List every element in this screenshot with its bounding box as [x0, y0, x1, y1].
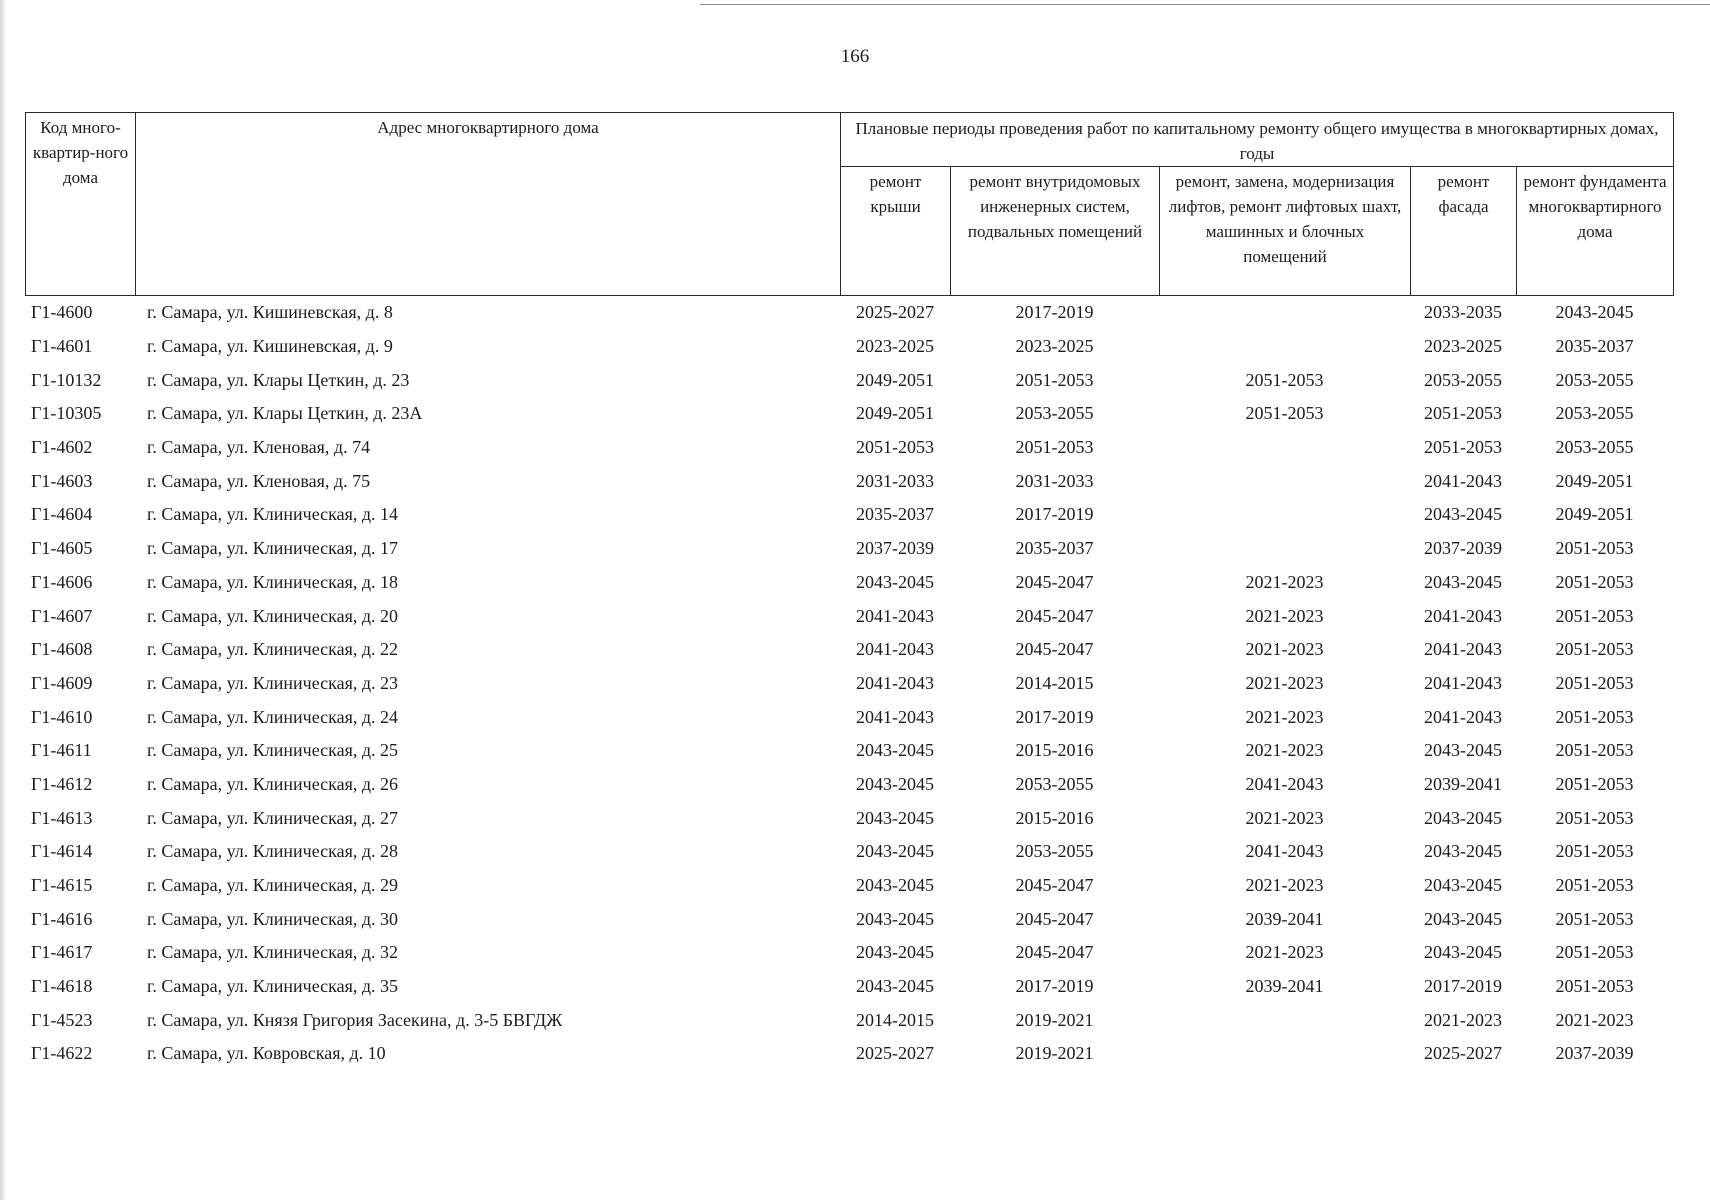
cell-facade: 2023-2025: [1424, 336, 1502, 357]
table-body: [25, 296, 1673, 1071]
cell-address: г. Самара, ул. Клары Цеткин, д. 23А: [147, 403, 423, 424]
cell-roof: 2014-2015: [856, 1009, 934, 1030]
cell-foundation: 2021-2023: [1555, 1009, 1634, 1030]
cell-facade: 2043-2045: [1424, 942, 1502, 963]
cell-elevator: 2021-2023: [1245, 571, 1324, 592]
cell-code: Г1-4618: [31, 976, 93, 997]
cell-elevator: 2039-2041: [1245, 908, 1324, 929]
cell-facade: 2021-2023: [1424, 1009, 1502, 1030]
cell-code: Г1-4622: [31, 1043, 93, 1064]
header-code: Код много-квартир-ного дома: [26, 113, 136, 296]
cell-foundation: 2051-2053: [1555, 875, 1634, 896]
cell-engineering: 2017-2019: [1015, 976, 1094, 997]
cell-roof: 2035-2037: [856, 504, 934, 525]
cell-roof: 2043-2045: [856, 841, 934, 862]
table-row: [25, 330, 1673, 364]
cell-facade: 2051-2053: [1424, 437, 1502, 458]
cell-code: Г1-4611: [31, 740, 92, 761]
cell-elevator: 2021-2023: [1245, 672, 1324, 693]
cell-facade: 2039-2041: [1424, 773, 1502, 794]
header-engineering: ремонт внутридомовых инженерных систем, подвальных помещений: [951, 167, 1160, 296]
cell-foundation: 2049-2051: [1555, 470, 1634, 491]
cell-address: г. Самара, ул. Клиническая, д. 25: [147, 740, 399, 761]
cell-code: Г1-4608: [31, 639, 93, 660]
cell-code: Г1-4605: [31, 538, 93, 559]
header-table: [25, 112, 1674, 296]
scan-edge-shadow: [0, 0, 6, 1200]
cell-foundation: 2051-2053: [1555, 908, 1634, 929]
cell-code: Г1-4612: [31, 773, 93, 794]
cell-engineering: 2031-2033: [1015, 470, 1094, 491]
cell-facade: 2043-2045: [1424, 504, 1502, 525]
table-row: [25, 801, 1673, 835]
cell-code: Г1-4610: [31, 706, 93, 727]
cell-engineering: 2053-2055: [1015, 403, 1094, 424]
cell-elevator: 2039-2041: [1245, 976, 1324, 997]
cell-code: Г1-4614: [31, 841, 93, 862]
cell-facade: 2043-2045: [1424, 740, 1502, 761]
cell-foundation: 2051-2053: [1555, 571, 1634, 592]
cell-engineering: 2014-2015: [1015, 672, 1094, 693]
cell-engineering: 2015-2016: [1015, 807, 1094, 828]
cell-address: г. Самара, ул. Клиническая, д. 18: [147, 571, 399, 592]
cell-roof: 2051-2053: [856, 437, 934, 458]
cell-facade: 2043-2045: [1424, 841, 1502, 862]
cell-elevator: 2021-2023: [1245, 605, 1324, 626]
cell-code: Г1-4613: [31, 807, 93, 828]
cell-foundation: 2053-2055: [1555, 403, 1634, 424]
cell-roof: 2049-2051: [856, 369, 934, 390]
cell-engineering: 2045-2047: [1015, 875, 1094, 896]
cell-foundation: 2051-2053: [1555, 538, 1634, 559]
cell-elevator: 2021-2023: [1245, 639, 1324, 660]
cell-roof: 2041-2043: [856, 605, 934, 626]
cell-foundation: 2051-2053: [1555, 976, 1634, 997]
cell-foundation: 2051-2053: [1555, 773, 1634, 794]
cell-facade: 2017-2019: [1424, 976, 1502, 997]
cell-elevator: 2021-2023: [1245, 807, 1324, 828]
cell-foundation: 2051-2053: [1555, 841, 1634, 862]
cell-roof: 2049-2051: [856, 403, 934, 424]
table-row: [25, 296, 1673, 330]
cell-foundation: 2035-2037: [1555, 336, 1634, 357]
cell-foundation: 2051-2053: [1555, 672, 1634, 693]
cell-address: г. Самара, ул. Клары Цеткин, д. 23: [147, 369, 410, 390]
header-address: Адрес многоквартирного дома: [136, 113, 841, 296]
cell-facade: 2041-2043: [1424, 605, 1502, 626]
cell-foundation: 2043-2045: [1555, 302, 1634, 323]
cell-foundation: 2053-2055: [1555, 369, 1634, 390]
cell-engineering: 2045-2047: [1015, 908, 1094, 929]
table-row: [25, 902, 1673, 936]
cell-facade: 2043-2045: [1424, 807, 1502, 828]
header-planned-periods: Плановые периоды проведения работ по капитальному ремонту общего имущества в многоквартирных домах, годы: [841, 113, 1674, 167]
cell-address: г. Самара, ул. Клиническая, д. 22: [147, 639, 399, 660]
cell-address: г. Самара, ул. Клиническая, д. 29: [147, 875, 399, 896]
header-elevator: ремонт, замена, модернизация лифтов, ремонт лифтовых шахт, машинных и блочных помещений: [1160, 167, 1411, 296]
table-row: [25, 700, 1673, 734]
cell-engineering: 2045-2047: [1015, 605, 1094, 626]
table-row: [25, 970, 1673, 1004]
header-facade: ремонт фасада: [1411, 167, 1517, 296]
cell-elevator: 2021-2023: [1245, 942, 1324, 963]
table-row: [25, 768, 1673, 802]
cell-address: г. Самара, ул. Клиническая, д. 23: [147, 672, 399, 693]
cell-code: Г1-4609: [31, 672, 93, 693]
cell-roof: 2041-2043: [856, 672, 934, 693]
table-row: [25, 532, 1673, 566]
top-rule-line: [700, 4, 1710, 5]
cell-address: г. Самара, ул. Ковровская, д. 10: [147, 1043, 386, 1064]
cell-roof: 2043-2045: [856, 773, 934, 794]
table-row: [25, 363, 1673, 397]
table-row: [25, 566, 1673, 600]
cell-address: г. Самара, ул. Клиническая, д. 26: [147, 773, 399, 794]
cell-code: Г1-4616: [31, 908, 93, 929]
cell-engineering: 2053-2055: [1015, 841, 1094, 862]
cell-foundation: 2051-2053: [1555, 740, 1634, 761]
cell-facade: 2041-2043: [1424, 639, 1502, 660]
cell-elevator: 2041-2043: [1245, 841, 1324, 862]
table-row: [25, 936, 1673, 970]
cell-address: г. Самара, ул. Клиническая, д. 27: [147, 807, 399, 828]
cell-engineering: 2017-2019: [1015, 706, 1094, 727]
table-row: [25, 397, 1673, 431]
table-row: [25, 431, 1673, 465]
cell-engineering: 2045-2047: [1015, 639, 1094, 660]
table-row: [25, 869, 1673, 903]
cell-foundation: 2037-2039: [1555, 1043, 1634, 1064]
cell-facade: 2053-2055: [1424, 369, 1502, 390]
cell-elevator: 2021-2023: [1245, 740, 1324, 761]
cell-code: Г1-10305: [31, 403, 102, 424]
cell-address: г. Самара, ул. Князя Григория Засекина, д. 3-5 БВГДЖ: [147, 1009, 563, 1030]
table-row: [25, 464, 1673, 498]
table-row: [25, 1037, 1673, 1071]
cell-facade: 2043-2045: [1424, 571, 1502, 592]
cell-engineering: 2019-2021: [1015, 1009, 1094, 1030]
page-number: 166: [840, 46, 870, 67]
cell-engineering: 2015-2016: [1015, 740, 1094, 761]
cell-facade: 2051-2053: [1424, 403, 1502, 424]
table-row: [25, 1003, 1673, 1037]
cell-address: г. Самара, ул. Кишиневская, д. 8: [147, 302, 393, 323]
cell-address: г. Самара, ул. Клиническая, д. 17: [147, 538, 399, 559]
cell-roof: 2031-2033: [856, 470, 934, 491]
cell-roof: 2043-2045: [856, 942, 934, 963]
cell-engineering: 2045-2047: [1015, 571, 1094, 592]
cell-code: Г1-4615: [31, 875, 93, 896]
cell-code: Г1-4617: [31, 942, 93, 963]
cell-roof: 2043-2045: [856, 875, 934, 896]
cell-facade: 2025-2027: [1424, 1043, 1502, 1064]
cell-facade: 2037-2039: [1424, 538, 1502, 559]
cell-roof: 2043-2045: [856, 807, 934, 828]
cell-code: Г1-4600: [31, 302, 93, 323]
table-row: [25, 734, 1673, 768]
table-row: [25, 599, 1673, 633]
cell-roof: 2025-2027: [856, 1043, 934, 1064]
cell-code: Г1-4523: [31, 1009, 93, 1030]
cell-foundation: 2051-2053: [1555, 639, 1634, 660]
cell-address: г. Самара, ул. Клиническая, д. 28: [147, 841, 399, 862]
cell-roof: 2043-2045: [856, 908, 934, 929]
cell-engineering: 2017-2019: [1015, 504, 1094, 525]
cell-roof: 2037-2039: [856, 538, 934, 559]
cell-foundation: 2053-2055: [1555, 437, 1634, 458]
cell-address: г. Самара, ул. Клиническая, д. 32: [147, 942, 399, 963]
cell-code: Г1-4606: [31, 571, 93, 592]
cell-address: г. Самара, ул. Клиническая, д. 20: [147, 605, 399, 626]
cell-foundation: 2051-2053: [1555, 605, 1634, 626]
cell-address: г. Самара, ул. Кленовая, д. 74: [147, 437, 371, 458]
cell-code: Г1-4604: [31, 504, 93, 525]
header-roof: ремонт крыши: [841, 167, 951, 296]
cell-roof: 2023-2025: [856, 336, 934, 357]
cell-roof: 2041-2043: [856, 706, 934, 727]
cell-elevator: 2041-2043: [1245, 773, 1324, 794]
table-row: [25, 633, 1673, 667]
cell-engineering: 2023-2025: [1015, 336, 1094, 357]
cell-roof: 2041-2043: [856, 639, 934, 660]
cell-foundation: 2051-2053: [1555, 942, 1634, 963]
cell-elevator: 2021-2023: [1245, 706, 1324, 727]
cell-facade: 2041-2043: [1424, 672, 1502, 693]
cell-elevator: 2021-2023: [1245, 875, 1324, 896]
cell-facade: 2043-2045: [1424, 875, 1502, 896]
cell-facade: 2043-2045: [1424, 908, 1502, 929]
cell-code: Г1-4607: [31, 605, 93, 626]
cell-roof: 2025-2027: [856, 302, 934, 323]
cell-engineering: 2051-2053: [1015, 437, 1094, 458]
table-header: [25, 112, 1673, 296]
cell-address: г. Самара, ул. Клиническая, д. 24: [147, 706, 399, 727]
cell-engineering: 2051-2053: [1015, 369, 1094, 390]
cell-elevator: 2051-2053: [1245, 403, 1324, 424]
cell-roof: 2043-2045: [856, 976, 934, 997]
table-row: [25, 498, 1673, 532]
cell-foundation: 2049-2051: [1555, 504, 1634, 525]
cell-foundation: 2051-2053: [1555, 807, 1634, 828]
cell-engineering: 2045-2047: [1015, 942, 1094, 963]
cell-address: г. Самара, ул. Кленовая, д. 75: [147, 470, 371, 491]
cell-facade: 2033-2035: [1424, 302, 1502, 323]
table-row: [25, 667, 1673, 701]
cell-code: Г1-4602: [31, 437, 93, 458]
cell-roof: 2043-2045: [856, 571, 934, 592]
cell-roof: 2043-2045: [856, 740, 934, 761]
cell-address: г. Самара, ул. Клиническая, д. 14: [147, 504, 399, 525]
header-foundation: ремонт фундамента многоквартирного дома: [1517, 167, 1674, 296]
cell-code: Г1-10132: [31, 369, 102, 390]
cell-facade: 2041-2043: [1424, 470, 1502, 491]
cell-facade: 2041-2043: [1424, 706, 1502, 727]
cell-address: г. Самара, ул. Клиническая, д. 30: [147, 908, 399, 929]
cell-code: Г1-4603: [31, 470, 93, 491]
cell-address: г. Самара, ул. Клиническая, д. 35: [147, 976, 399, 997]
cell-engineering: 2053-2055: [1015, 773, 1094, 794]
cell-address: г. Самара, ул. Кишиневская, д. 9: [147, 336, 393, 357]
cell-engineering: 2019-2021: [1015, 1043, 1094, 1064]
cell-engineering: 2017-2019: [1015, 302, 1094, 323]
cell-code: Г1-4601: [31, 336, 93, 357]
cell-engineering: 2035-2037: [1015, 538, 1094, 559]
table-row: [25, 835, 1673, 869]
cell-foundation: 2051-2053: [1555, 706, 1634, 727]
cell-elevator: 2051-2053: [1245, 369, 1324, 390]
